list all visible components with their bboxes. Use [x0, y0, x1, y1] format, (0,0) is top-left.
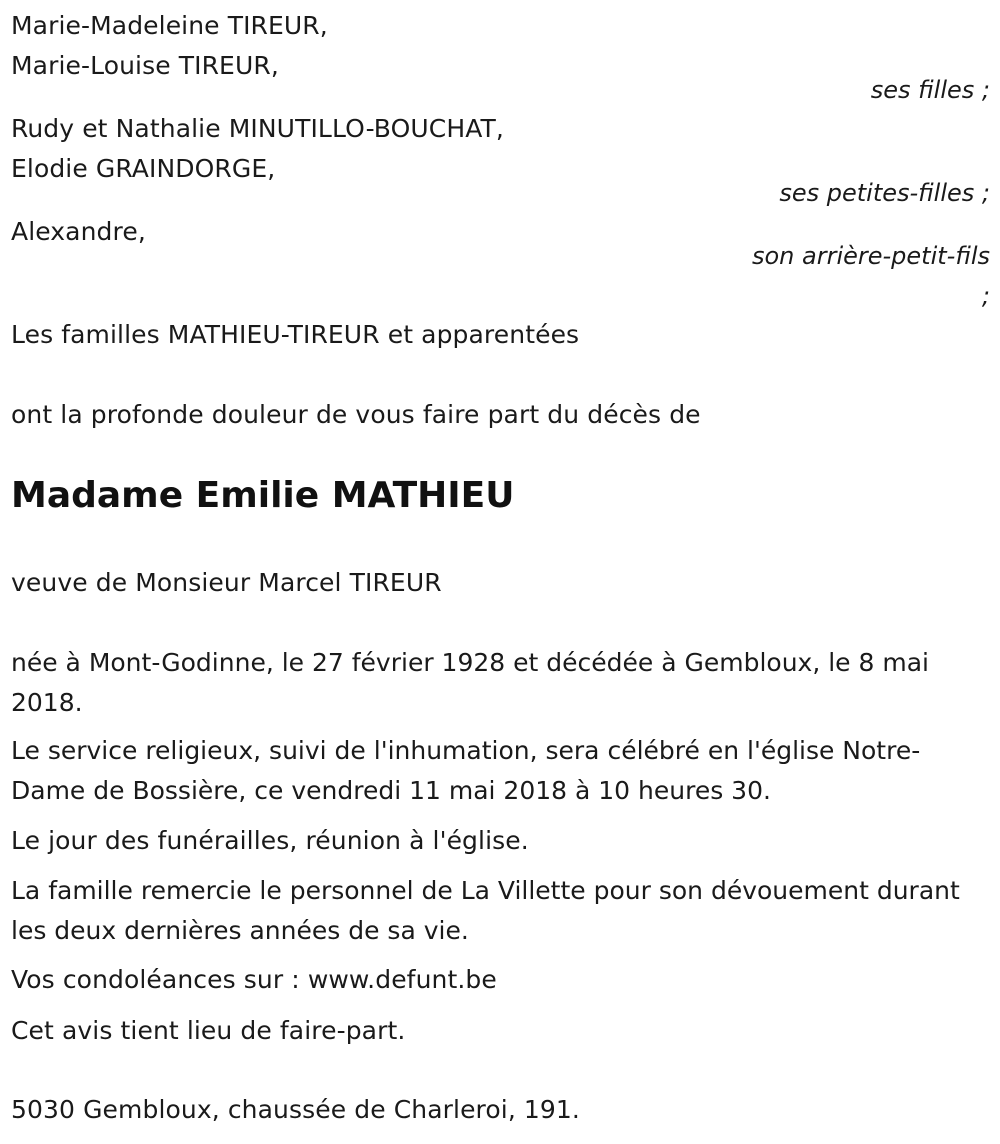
- address-line: 5030 Gembloux, chaussée de Charleroi, 191.: [11, 1095, 580, 1124]
- daughter-name-2: Marie-Louise TIREUR,: [11, 51, 279, 80]
- daughter-name-1: Marie-Madeleine TIREUR,: [11, 11, 328, 40]
- condolences-line: Vos condoléances sur : www.defunt.be: [11, 965, 497, 994]
- granddaughter-name-1: Rudy et Nathalie MINUTILLO-BOUCHAT,: [11, 114, 504, 143]
- deceased-name: Madame Emilie MATHIEU: [11, 475, 515, 516]
- great-grandson-role-end: ;: [981, 282, 990, 310]
- great-grandson-role: son arrière-petit-fils: [751, 242, 990, 270]
- widow-of-line: veuve de Monsieur Marcel TIREUR: [11, 568, 442, 597]
- thanks-paragraph: La famille remercie le personnel de La Villette pour son dévouement durant les deux dernières années de sa vie.: [11, 876, 960, 945]
- funeral-meeting-line: Le jour des funérailles, réunion à l'église.: [11, 826, 529, 855]
- birth-death-paragraph: née à Mont-Godinne, le 27 février 1928 et décédée à Gembloux, le 8 mai 2018.: [11, 648, 929, 717]
- families-line: Les familles MATHIEU-TIREUR et apparentées: [11, 320, 580, 349]
- daughters-role: ses filles ;: [870, 76, 990, 104]
- announcement-text: ont la profonde douleur de vous faire part du décès de: [11, 400, 701, 429]
- granddaughter-name-2: Elodie GRAINDORGE,: [11, 154, 276, 183]
- notice-line: Cet avis tient lieu de faire-part.: [11, 1016, 406, 1045]
- granddaughters-role: ses petites-filles ;: [779, 179, 990, 207]
- service-paragraph: Le service religieux, suivi de l'inhumation, sera célébré en l'église Notre-Dame de Bossière, ce vendredi 11 mai 2018 à 10 heures 30.: [11, 736, 921, 805]
- great-grandson-name: Alexandre,: [11, 217, 146, 246]
